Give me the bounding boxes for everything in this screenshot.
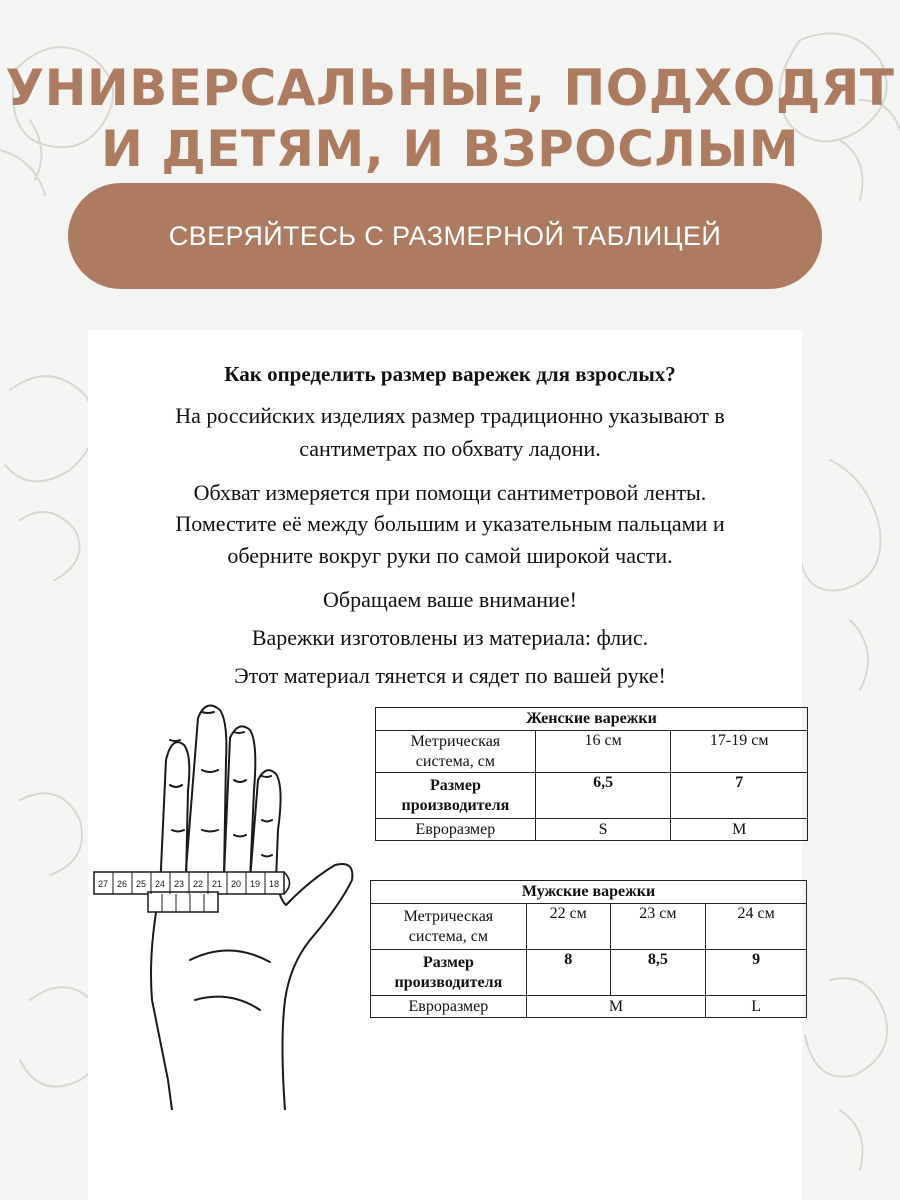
guide-text-2b: Поместите её между большим и указательным пальцами и (175, 511, 725, 536)
women-metric-cell: 17-19 см (671, 731, 808, 773)
tape-number: 22 (192, 879, 204, 889)
men-maker-cell: 8 (526, 950, 610, 996)
tape-number: 23 (173, 879, 185, 889)
guide-text-1b: сантиметрах по обхвату ладони. (299, 436, 601, 461)
hand-measurement-illustration (80, 700, 370, 1110)
women-euro-cell: M (671, 819, 808, 841)
men-metric-cell: 23 см (610, 904, 706, 950)
men-metric-cell: 24 см (706, 904, 807, 950)
guide-text-2c: оберните вокруг руки по самой широкой части. (227, 543, 673, 568)
tape-number: 20 (230, 879, 242, 889)
women-metric-cell: 16 см (535, 731, 671, 773)
maker-label-line2: производителя (394, 973, 503, 991)
tape-number: 27 (97, 879, 109, 889)
metric-label-line1: Метрическая (403, 907, 494, 925)
women-euro-cell: S (535, 819, 671, 841)
tape-number: 18 (268, 879, 280, 889)
headline (0, 58, 900, 180)
guide-note-3: Этот материал тянется и сядет по вашей руке! (234, 663, 666, 688)
guide-text-2a: Обхват измеряется при помощи сантиметровой ленты. (193, 480, 707, 505)
men-euro-cell: M (526, 996, 705, 1018)
tape-number: 21 (211, 879, 223, 889)
maker-label-cell (371, 950, 527, 996)
metric-label-line2: система, см (415, 752, 495, 770)
men-metric-cell: 22 см (526, 904, 610, 950)
metric-label-cell (371, 904, 527, 950)
maker-label-line2: производителя (401, 796, 510, 814)
metric-label-line1: Метрическая (410, 732, 501, 750)
headline-line-2: И ДЕТЯМ, И ВЗРОСЛЫМ (100, 120, 800, 178)
maker-label-line1: Размер (422, 953, 474, 971)
euro-label-cell: Евроразмер (371, 996, 527, 1018)
tape-number: 24 (154, 879, 166, 889)
women-maker-cell: 7 (671, 773, 808, 819)
maker-label-cell (376, 773, 536, 819)
guide-text-1a: На российских изделиях размер традиционно указывают в (175, 403, 725, 428)
headline-line-1: УНИВЕРСАЛЬНЫЕ, ПОДХОДЯТ (5, 59, 895, 117)
men-size-table (370, 880, 807, 1018)
women-size-table (375, 707, 808, 841)
men-euro-cell: L (706, 996, 807, 1018)
metric-label-cell (376, 731, 536, 773)
tape-number: 25 (135, 879, 147, 889)
tape-number: 19 (249, 879, 261, 889)
guide-question: Как определить размер варежек для взрослых? (224, 362, 676, 386)
men-maker-cell: 9 (706, 950, 807, 996)
men-table-title: Мужские варежки (371, 881, 807, 904)
maker-label-line1: Размер (429, 776, 481, 794)
euro-label-cell: Евроразмер (376, 819, 536, 841)
men-maker-cell: 8,5 (610, 950, 706, 996)
women-maker-cell: 6,5 (535, 773, 671, 819)
metric-label-line2: система, см (408, 927, 488, 945)
women-table-title: Женские варежки (376, 708, 808, 731)
guide-note-2: Варежки изготовлены из материала: флис. (251, 625, 649, 650)
guide-note-1: Обращаем ваше внимание! (323, 587, 577, 612)
size-chart-banner-label: СВЕРЯЙТЕСЬ С РАЗМЕРНОЙ ТАБЛИЦЕЙ (168, 220, 722, 251)
tape-number: 26 (116, 879, 128, 889)
size-chart-banner (68, 183, 822, 289)
